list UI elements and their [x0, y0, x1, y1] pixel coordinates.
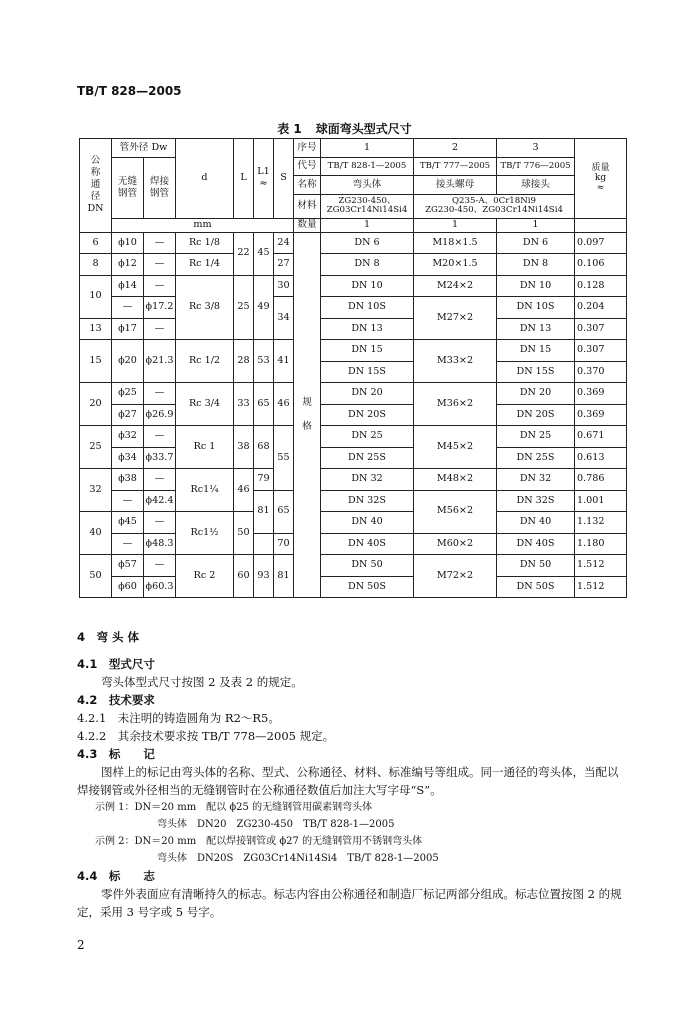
col2-cell: M24×2	[414, 275, 497, 297]
col3-cell: DN 6	[497, 232, 575, 254]
welded-cell: —	[144, 254, 176, 276]
S-cell: 27	[274, 254, 294, 276]
table-row	[80, 469, 627, 491]
spec-label: 规 格	[294, 232, 321, 598]
table-row	[80, 490, 627, 512]
L1-cell: 93	[254, 555, 274, 598]
dn-cell: 13	[80, 318, 112, 340]
col1-cell: DN 8	[321, 254, 414, 276]
col3-cell: DN 40S	[497, 533, 575, 555]
col2-cell: M18×1.5	[414, 232, 497, 254]
dn-cell: 8	[80, 254, 112, 276]
mass-unit-blank	[575, 218, 627, 232]
table-row	[80, 512, 627, 534]
header-S: S	[274, 139, 294, 219]
section-4-2-1-text: 4.2.1 未注明的铸造圆角为 R2～R5。	[77, 711, 280, 725]
S-cell: 65	[274, 490, 294, 533]
col1-qty: 1	[321, 218, 414, 232]
col3-name: 球接头	[497, 176, 575, 195]
S-cell: 46	[274, 383, 294, 426]
seamless-cell: ϕ34	[112, 447, 144, 469]
col2-cell: M56×2	[414, 490, 497, 533]
col3-cell: DN 8	[497, 254, 575, 276]
table-caption	[0, 120, 689, 137]
table-row	[80, 275, 627, 297]
col1-name: 弯头体	[321, 176, 414, 195]
S-cell: 81	[274, 555, 294, 598]
mass-cell: 0.128	[575, 275, 627, 297]
L-cell: 28	[234, 340, 254, 383]
seamless-cell: ϕ25	[112, 383, 144, 405]
col3-seq: 3	[497, 139, 575, 158]
mass-cell: 0.369	[575, 383, 627, 405]
example-2-line-1: 示例 2：DN＝20 mm 配以焊接钢管或 ϕ27 的无缝钢管用不锈钢弯头体	[95, 836, 423, 847]
col1-cell: DN 32	[321, 469, 414, 491]
section-4-2-2-text: 4.2.2 其余技术要求按 TB/T 778—2005 规定。	[77, 729, 335, 743]
col3-cell: DN 15	[497, 340, 575, 362]
col3-cell: DN 10	[497, 275, 575, 297]
label-name: 名称	[294, 176, 321, 195]
L-cell: 60	[234, 555, 254, 598]
section-4-4-heading: 4.4 标 志	[77, 869, 155, 883]
dn-cell: 15	[80, 340, 112, 383]
welded-cell: —	[144, 318, 176, 340]
seamless-cell: —	[112, 297, 144, 319]
table-row	[80, 447, 627, 469]
col1-cell: DN 50	[321, 555, 414, 577]
col3-cell: DN 20S	[497, 404, 575, 426]
table-row	[80, 254, 627, 276]
col1-cell: DN 20	[321, 383, 414, 405]
table-row	[80, 340, 627, 362]
page-number: 2	[77, 938, 85, 952]
col2-cell: M60×2	[414, 533, 497, 555]
col3-cell: DN 15S	[497, 361, 575, 383]
L1-cell: 45	[254, 232, 274, 275]
col3-cell: DN 40	[497, 512, 575, 534]
section-4-3-heading: 4.3 标 记	[77, 747, 155, 761]
section-4-3-text: 图样上的标记由弯头体的名称、型式、公称通径、材料、标准编号等组成。同一通径的弯头体，当配以焊接钢管或外径相当的无缝钢管时在公称通径数值后加注大写字母“S”。	[77, 765, 619, 797]
section-4-heading: 4 弯 头 体	[77, 630, 140, 644]
mass-cell: 1.180	[575, 533, 627, 555]
seamless-cell: ϕ12	[112, 254, 144, 276]
col2-cell: M72×2	[414, 555, 497, 598]
mass-cell: 1.001	[575, 490, 627, 512]
d-cell: Rc1½	[176, 512, 234, 555]
seamless-cell: ϕ17	[112, 318, 144, 340]
header-outer-diameter: 管外径 Dw	[112, 139, 176, 158]
section-4-1-text: 弯头体型式尺寸按图 2 及表 2 的规定。	[101, 675, 303, 689]
dn-cell: 20	[80, 383, 112, 426]
seamless-cell: —	[112, 490, 144, 512]
unit-mm: mm	[112, 218, 294, 232]
col3-cell: DN 25S	[497, 447, 575, 469]
col3-cell: DN 50	[497, 555, 575, 577]
mass-cell: 1.132	[575, 512, 627, 534]
S-cell: 55	[274, 426, 294, 491]
welded-cell: —	[144, 275, 176, 297]
mass-cell: 0.204	[575, 297, 627, 319]
elbow-spec-table	[79, 138, 627, 598]
col3-cell: DN 50S	[497, 576, 575, 598]
mass-cell: 0.307	[575, 318, 627, 340]
seamless-cell: ϕ38	[112, 469, 144, 491]
welded-cell: —	[144, 383, 176, 405]
welded-cell: —	[144, 512, 176, 534]
header-L: L	[234, 139, 254, 219]
section-4-1-heading: 4.1 型式尺寸	[77, 657, 155, 671]
welded-cell: ϕ48.3	[144, 533, 176, 555]
seamless-cell: —	[112, 533, 144, 555]
dn-cell: 32	[80, 469, 112, 512]
seamless-cell: ϕ27	[112, 404, 144, 426]
L1-cell: 81	[254, 490, 274, 533]
mass-cell: 0.307	[575, 340, 627, 362]
welded-cell: ϕ42.4	[144, 490, 176, 512]
col1-seq: 1	[321, 139, 414, 158]
L-cell: 33	[234, 383, 254, 426]
dn-cell: 6	[80, 232, 112, 254]
L-cell: 38	[234, 426, 254, 469]
example-1-line-2: 弯头体 DN20 ZG230-450 TB/T 828-1—2005	[157, 819, 395, 830]
col3-cell: DN 20	[497, 383, 575, 405]
welded-cell: ϕ17.2	[144, 297, 176, 319]
label-code: 代号	[294, 157, 321, 176]
body-text	[77, 628, 625, 921]
col3-cell: DN 32	[497, 469, 575, 491]
welded-cell: —	[144, 469, 176, 491]
col1-cell: DN 10	[321, 275, 414, 297]
header-d: d	[176, 139, 234, 219]
mass-cell: 0.369	[575, 404, 627, 426]
welded-cell: ϕ21.3	[144, 340, 176, 383]
header-dn: 公 称 通 径 DN	[80, 139, 112, 233]
d-cell: Rc 1/8	[176, 232, 234, 254]
col1-cell: DN 15	[321, 340, 414, 362]
d-cell: Rc1¼	[176, 469, 234, 512]
example-1-line-1: 示例 1：DN＝20 mm 配以 ϕ25 的无缝钢管用碳素钢弯头体	[95, 802, 373, 813]
col1-cell: DN 20S	[321, 404, 414, 426]
dn-cell: 25	[80, 426, 112, 469]
header-L1: L1 ≈	[254, 139, 274, 219]
section-4-2-heading: 4.2 技术要求	[77, 693, 155, 707]
table-row	[80, 533, 627, 555]
header-welded: 焊接 钢管	[144, 157, 176, 218]
L-cell: 22	[234, 232, 254, 275]
col2-cell: M33×2	[414, 340, 497, 383]
table-row	[80, 426, 627, 448]
table-row	[80, 232, 627, 254]
col3-cell: DN 25	[497, 426, 575, 448]
dn-cell: 40	[80, 512, 112, 555]
d-cell: Rc 3/4	[176, 383, 234, 426]
S-cell: 41	[274, 340, 294, 383]
table-row	[80, 383, 627, 405]
d-cell: Rc 1	[176, 426, 234, 469]
S-cell: 30	[274, 275, 294, 297]
seamless-cell: ϕ10	[112, 232, 144, 254]
col2-seq: 2	[414, 139, 497, 158]
example-2-line-2: 弯头体 DN20S ZG03Cr14Ni14Si4 TB/T 828-1—2005	[157, 853, 439, 864]
col1-cell: DN 40S	[321, 533, 414, 555]
mass-cell: 0.671	[575, 426, 627, 448]
col1-material: ZG230-450、 ZG03Cr14Ni14Si4	[321, 194, 414, 218]
col1-cell: DN 32S	[321, 490, 414, 512]
d-cell: Rc 2	[176, 555, 234, 598]
L1-cell: 53	[254, 340, 274, 383]
seamless-cell: ϕ32	[112, 426, 144, 448]
col1-cell: DN 40	[321, 512, 414, 534]
table-row	[80, 318, 627, 340]
col3-cell: DN 13	[497, 318, 575, 340]
mass-cell: 0.106	[575, 254, 627, 276]
welded-cell: —	[144, 232, 176, 254]
label-seq: 序号	[294, 139, 321, 158]
seamless-cell: ϕ20	[112, 340, 144, 383]
label-material: 材料	[294, 194, 321, 218]
label-qty: 数量	[294, 218, 321, 232]
mass-cell: 0.097	[575, 232, 627, 254]
col23-material: Q235-A、0Cr18Ni9 ZG230-450、ZG03Cr14Ni14Si4	[414, 194, 575, 218]
welded-cell: ϕ26.9	[144, 404, 176, 426]
col1-cell: DN 25S	[321, 447, 414, 469]
d-cell: Rc 3/8	[176, 275, 234, 340]
col1-cell: DN 50S	[321, 576, 414, 598]
L1-cell: 79	[254, 469, 274, 491]
table-row	[80, 555, 627, 577]
col2-qty: 1	[414, 218, 497, 232]
L1-blank-cell	[254, 533, 274, 555]
welded-cell: ϕ60.3	[144, 576, 176, 598]
d-cell: Rc 1/4	[176, 254, 234, 276]
col1-cell: DN 13	[321, 318, 414, 340]
mass-cell: 0.786	[575, 469, 627, 491]
mass-cell: 1.512	[575, 555, 627, 577]
col1-cell: DN 6	[321, 232, 414, 254]
col1-cell: DN 10S	[321, 297, 414, 319]
caption-number: 表 1	[277, 122, 302, 136]
table-row	[80, 576, 627, 598]
header-mass: 质量 kg ≈	[575, 139, 627, 219]
col1-cell: DN 25	[321, 426, 414, 448]
col2-cell: M48×2	[414, 469, 497, 491]
mass-cell: 0.613	[575, 447, 627, 469]
mass-cell: 0.370	[575, 361, 627, 383]
table-row	[80, 404, 627, 426]
col3-qty: 1	[497, 218, 575, 232]
col3-cell: DN 32S	[497, 490, 575, 512]
standard-code-header: TB/T 828—2005	[77, 84, 182, 98]
seamless-cell: ϕ14	[112, 275, 144, 297]
welded-cell: ϕ33.7	[144, 447, 176, 469]
col3-code: TB/T 776—2005	[497, 157, 575, 176]
L-cell: 25	[234, 275, 254, 340]
S-cell: 24	[274, 232, 294, 254]
S-cell: 70	[274, 533, 294, 555]
L1-cell: 68	[254, 426, 274, 469]
col2-cell: M20×1.5	[414, 254, 497, 276]
L-cell: 46	[234, 469, 254, 512]
col2-cell: M45×2	[414, 426, 497, 469]
col1-cell: DN 15S	[321, 361, 414, 383]
d-cell: Rc 1/2	[176, 340, 234, 383]
L-cell: 50	[234, 512, 254, 555]
welded-cell: —	[144, 555, 176, 577]
col3-cell: DN 10S	[497, 297, 575, 319]
section-4-4-text: 零件外表面应有清晰持久的标志。标志内容由公称通径和制造厂标记两部分组成。标志位置按图 2 的规定，采用 3 号字或 5 号字。	[77, 887, 622, 919]
seamless-cell: ϕ60	[112, 576, 144, 598]
col1-code: TB/T 828-1—2005	[321, 157, 414, 176]
seamless-cell: ϕ57	[112, 555, 144, 577]
col2-cell: M36×2	[414, 383, 497, 426]
col2-cell: M27×2	[414, 297, 497, 340]
L1-cell: 49	[254, 275, 274, 340]
col2-code: TB/T 777—2005	[414, 157, 497, 176]
col2-name: 接头螺母	[414, 176, 497, 195]
L1-cell: 65	[254, 383, 274, 426]
welded-cell: —	[144, 426, 176, 448]
dn-cell: 10	[80, 275, 112, 318]
mass-cell: 1.512	[575, 576, 627, 598]
header-seamless: 无缝 钢管	[112, 157, 144, 218]
caption-title: 球面弯头型式尺寸	[315, 122, 412, 136]
S-cell: 34	[274, 297, 294, 340]
dn-cell: 50	[80, 555, 112, 598]
table-row	[80, 297, 627, 319]
seamless-cell: ϕ45	[112, 512, 144, 534]
